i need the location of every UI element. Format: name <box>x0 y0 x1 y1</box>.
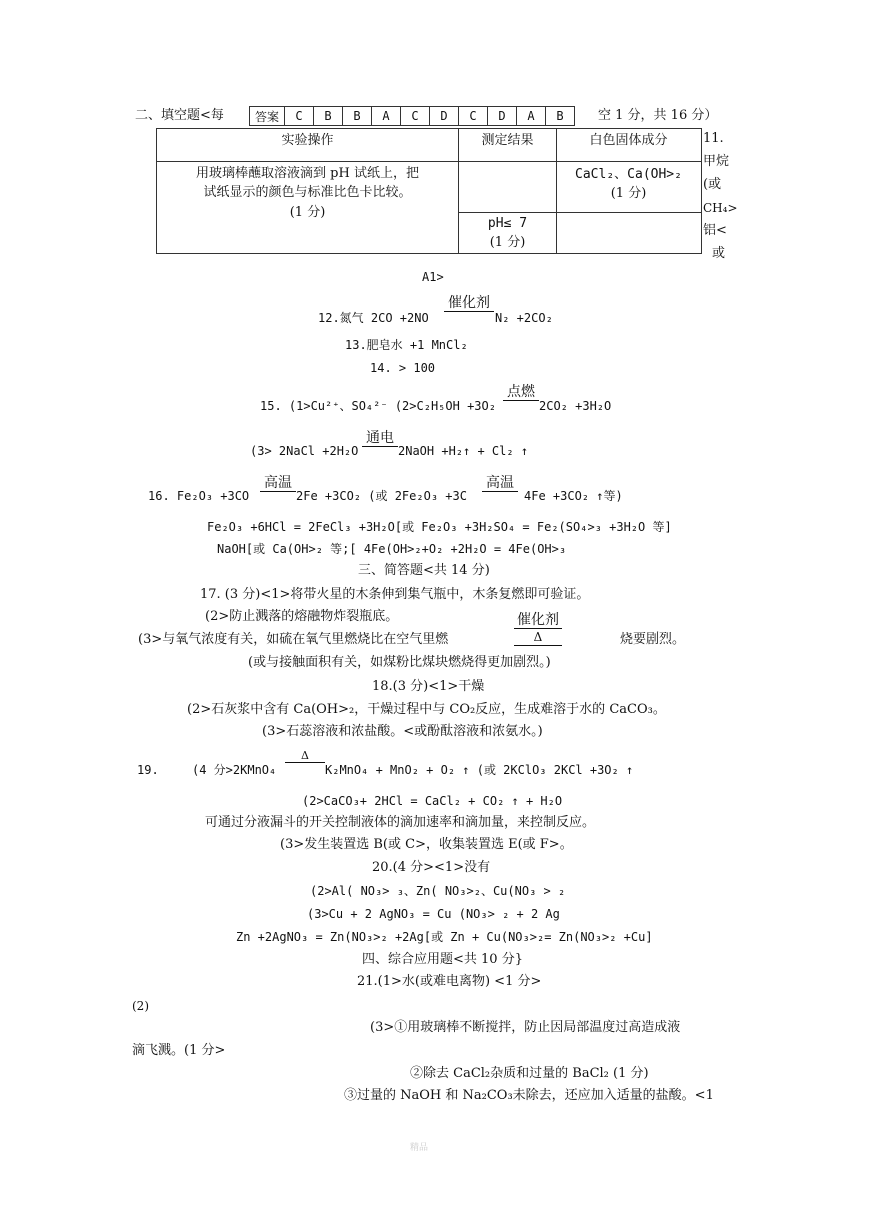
answer-cell: C <box>459 107 488 126</box>
table-cell-composition-1: CaCl₂、Ca(OH>₂ <box>575 167 682 182</box>
table-cell-composition-1-score: (1 分) <box>610 186 647 201</box>
q19a-prefix: (4 分>2KMnO₄ <box>192 763 277 777</box>
q11-side-5: 铝< <box>703 223 727 238</box>
footer-watermark: 精品 <box>410 1143 429 1153</box>
q18b: (2>石灰浆中含有 Ca(OH>₂，干燥过程中与 CO₂反应，生成难溶于水的 CaCO₃。 <box>187 702 666 717</box>
section-4-title: 四、综合应用题<共 10 分} <box>362 952 523 967</box>
table-cell-operation-score: (1 分) <box>289 205 326 220</box>
table-cell-result-2: pH≤ 7 <box>487 216 528 231</box>
q12-suffix: N₂ +2CO₂ <box>495 311 553 325</box>
answer-cell: B <box>314 107 343 126</box>
q15a-prefix: 15. (1>Cu²⁺、SO₄²⁻ (2>C₂H₅OH +3O₂ <box>260 399 496 413</box>
q12-prefix: 12.氮气 2CO +2NO <box>318 311 429 325</box>
q16a-mid: 2Fe +3CO₂ (或 2Fe₂O₃ +3C <box>296 489 467 503</box>
q21c: (3>①用玻璃棒不断搅拌，防止因局部温度过高造成液 <box>370 1020 681 1035</box>
answer-cell: D <box>430 107 459 126</box>
q21d: 滴飞溅。(1 分> <box>132 1043 226 1058</box>
q20a: 20.(4 分><1>没有 <box>372 860 491 875</box>
q19a-condition: Δ <box>285 750 325 763</box>
q20c: (3>Cu + 2 AgNO₃ = Cu (NO₃> ₂ + 2 Ag <box>307 907 560 921</box>
section-2-title-prefix: 二、填空题<每 <box>135 108 224 123</box>
table-cell-operation-line2: 试纸显示的颜色与标准比色卡比较。 <box>203 185 412 200</box>
q21e: ②除去 CaCl₂杂质和过量的 BaCl₂ (1 分) <box>410 1066 649 1081</box>
section-3-title: 三、简答题<共 14 分) <box>358 563 490 578</box>
q15b-suffix: 2NaOH +H₂↑ + Cl₂ ↑ <box>398 444 529 458</box>
q20d: Zn +2AgNO₃ = Zn(NO₃>₂ +2Ag[或 Zn + Cu(NO₃>₂= Zn(NO₃>₂ +Cu] <box>236 930 653 944</box>
q12-condition: 催化剂 <box>444 295 494 312</box>
q19-number: 19. <box>137 763 159 777</box>
q17b: (2>防止溅落的熔融物炸裂瓶底。 <box>205 609 399 624</box>
q11-side-1: 11. <box>703 131 724 146</box>
table-header-operation: 实验操作 <box>281 133 334 148</box>
q17d: (或与接触面积有关，如煤粉比煤块燃烧得更加剧烈。) <box>248 655 551 670</box>
table-cell-result-2-score: (1 分) <box>489 235 526 250</box>
q17c-condition: 催化剂 Δ <box>514 612 562 646</box>
q17c-suffix: 烧要剧烈。 <box>620 632 686 647</box>
table-cell-operation-line1: 用玻璃棒蘸取溶液滴到 pH 试纸上，把 <box>196 166 419 181</box>
q11-side-2: 甲烷 <box>703 154 730 169</box>
q19c: 可通过分液漏斗的开关控制液体的滴加速率和滴加量，来控制反应。 <box>205 815 596 830</box>
q18a: 18.(3 分)<1>干燥 <box>372 679 485 694</box>
answer-cell: B <box>546 107 575 126</box>
q13: 13.肥皂水 +1 MnCl₂ <box>345 338 468 352</box>
q16b: Fe₂O₃ +6HCl = 2FeCl₃ +3H₂O[或 Fe₂O₃ +3H₂SO₄ = Fe₂(SO₄>₃ +3H₂O 等] <box>207 520 672 534</box>
q16a-prefix: 16. Fe₂O₃ +3CO <box>148 489 250 503</box>
q11-side-3: (或 <box>703 177 722 192</box>
q15b-condition: 通电 <box>362 430 398 447</box>
answer-cell: C <box>285 107 314 126</box>
answer-cell: C <box>401 107 430 126</box>
answer-cell: B <box>343 107 372 126</box>
answer-cell: A <box>517 107 546 126</box>
q11-tail: A1> <box>422 270 444 284</box>
q14: 14. > 100 <box>370 361 436 375</box>
q11-side-4: CH₄> <box>703 201 738 215</box>
q19a-suffix: K₂MnO₄ + MnO₂ + O₂ ↑ (或 2KClO₃ 2KCl +3O₂ ↑ <box>325 763 634 777</box>
q18c: (3>石蕊溶液和浓盐酸。<或酚酞溶液和浓氨水。) <box>262 724 543 739</box>
q15a-suffix: 2CO₂ +3H₂O <box>539 399 612 413</box>
q21b: (2) <box>132 999 149 1013</box>
q11-side-6: 或 <box>712 246 726 261</box>
q21a: 21.(1>水(或难电离物) <1 分> <box>357 974 542 989</box>
q20b: (2>Al( NO₃> ₃、Zn( NO₃>₂、Cu(NO₃ > ₂ <box>310 884 566 898</box>
q16a-suffix: 4Fe +3CO₂ ↑等) <box>524 489 623 503</box>
q19b: (2>CaCO₃+ 2HCl = CaCl₂ + CO₂ ↑ + H₂O <box>302 794 563 808</box>
q16a-condition: 高温 <box>260 475 296 492</box>
q15b-prefix: (3> 2NaCl +2H₂O <box>250 444 359 458</box>
q17c-prefix: (3>与氧气浓度有关，如硫在氧气里燃烧比在空气里燃 <box>138 632 449 647</box>
answer-cell: A <box>372 107 401 126</box>
q19d: (3>发生装置选 B(或 C>，收集装置选 E(或 F>。 <box>280 837 573 852</box>
answer-label: 答案 <box>250 107 285 126</box>
q15a-condition: 点燃 <box>503 384 539 401</box>
q16a-condition-2: 高温 <box>482 475 518 492</box>
q16c: NaOH[或 Ca(OH>₂ 等;[ 4Fe(OH>₂+O₂ +2H₂O = 4Fe(OH>₃ <box>217 542 567 556</box>
answer-cell: D <box>488 107 517 126</box>
table-header-result: 测定结果 <box>481 133 534 148</box>
q21f: ③过量的 NaOH 和 Na₂CO₃未除去，还应加入适量的盐酸。<1 <box>344 1088 714 1103</box>
table-header-composition: 白色固体成分 <box>589 133 668 148</box>
q17a: 17. (3 分)<1>将带火星的木条伸到集气瓶中，木条复燃即可验证。 <box>200 587 590 602</box>
answer-table <box>249 106 575 126</box>
section-2-title-suffix: 空 1 分，共 16 分） <box>598 108 718 123</box>
